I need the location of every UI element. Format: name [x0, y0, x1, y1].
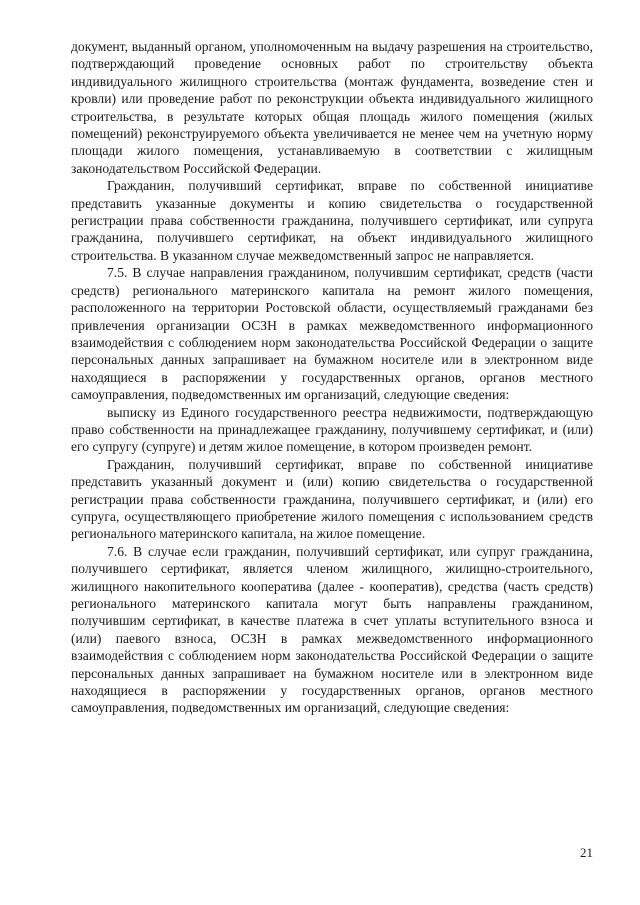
document-body [71, 38, 593, 717]
paragraph-7-5: 7.5. В случае направления гражданином, получившим сертификат, средств (части средств) регионального материнского капитала на ремонт жилого помещения, расположенного на территории Ростовской области, осуществляемый гражданами без привлечения организации ОСЗН в рамках межведомственного информационного взаимодействия с соблюдением норм законодательства Российской Федерации о защите персональных данных запрашивает на бумажном носителе или в электронном виде находящиеся в распоряжении у государственных органов, органов местного самоуправления, подведомственных им организаций, следующие сведения: [71, 265, 593, 403]
page-number: 21 [580, 845, 593, 860]
paragraph: Гражданин, получивший сертификат, вправе по собственной инициативе представить указанный документ и (или) копию свидетельства о государственной регистрации права собственности гражданина, получившего сертификат, и (или) его супруга, осуществляющего приобретение жилого помещения с использованием средств регионального материнского капитала, на жилое помещение. [71, 456, 593, 542]
paragraph: Гражданин, получивший сертификат, вправе по собственной инициативе представить указанные документы и копию свидетельства о государственной регистрации права собственности гражданина, получившего сертификат, или супруга гражданина, получившего сертификат, на объект индивидуального жилищного строительства. В указанном случае межведомственный запрос не направляется. [71, 178, 593, 263]
paragraph: выписку из Единого государственного реестра недвижимости, подтверждающую право собственности на принадлежащее гражданину, получившему сертификат, и (или) его супругу (супруге) и детям жилое помещение, в котором произведен ремонт. [71, 404, 593, 455]
paragraph-7-6: 7.6. В случае если гражданин, получивший сертификат, или супруг гражданина, получившего сертификат, является членом жилищного, жилищно-строительного, жилищного накопительного кооператива (далее - кооператив), средства (часть средств) регионального материнского капитала могут быть направлены гражданином, получившим сертификат, в качестве платежа в счет уплаты вступительного взноса и (или) паевого взноса, ОСЗН в рамках межведомственного информационного взаимодействия с соблюдением норм законодательства Российской Федерации о защите персональных данных запрашивает на бумажном носителе или в электронном виде находящиеся в распоряжении у государственных органов, органов местного самоуправления, подведомственных им организаций, следующие сведения: [71, 543, 593, 716]
paragraph-continuation: документ, выданный органом, уполномоченным на выдачу разрешения на строительство, подтверждающий проведение основных работ по строительству объекта индивидуального жилищного строительства (монтаж фундамента, возведение стен и кровли) или проведение работ по реконструкции объекта индивидуального жилищного строительства, в результате которых общая площадь жилого помещения (жилых помещений) реконструируемого объекта увеличивается не менее чем на учетную норму площади жилого помещения, устанавливаемую в соответствии с жилищным законодательством Российской Федерации. [71, 39, 593, 176]
